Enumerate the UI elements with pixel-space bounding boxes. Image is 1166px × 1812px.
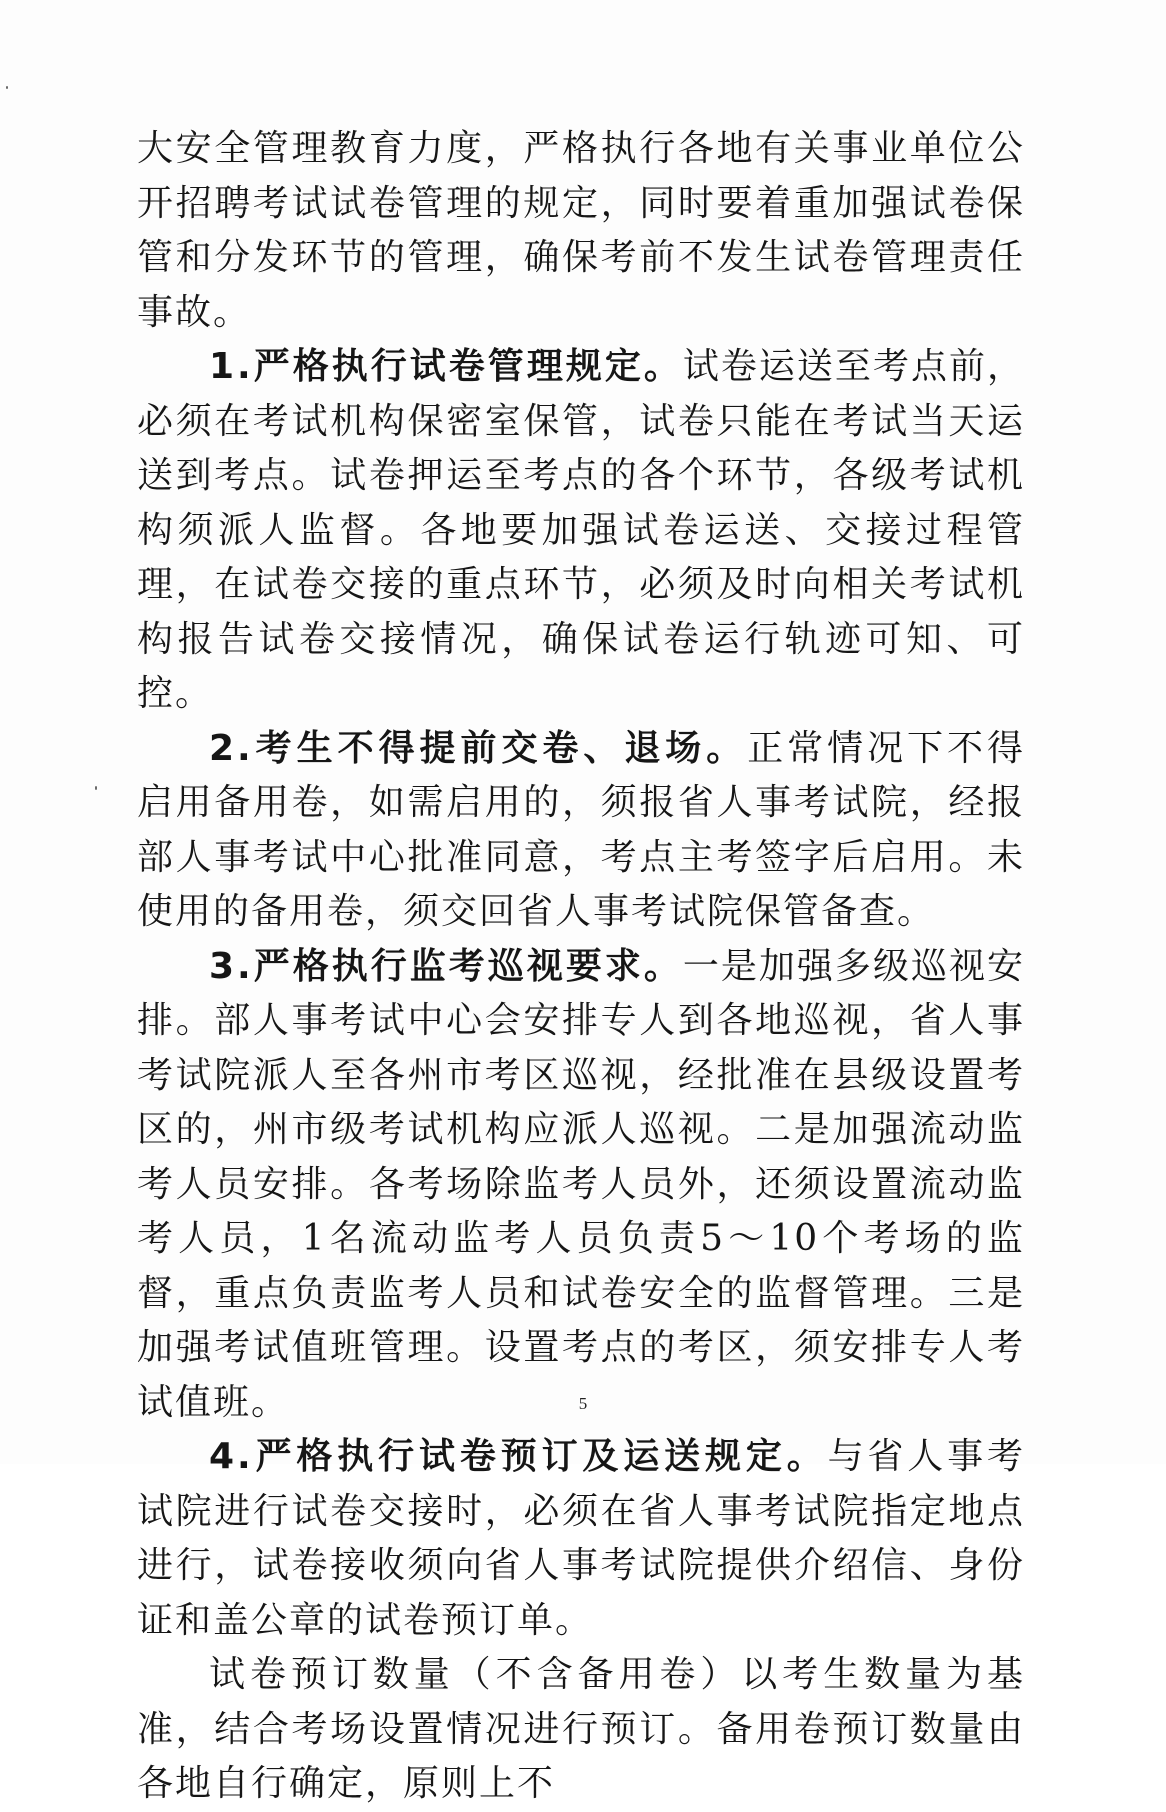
paragraph-lead: 4.严格执行试卷预订及运送规定。 — [209, 1436, 828, 1477]
paragraph-text: 大安全管理教育力度，严格执行各地有关事业单位公开招聘考试试卷管理的规定，同时要着重加强试卷保管和分发环节的管理，确保考前不发生试卷管理责任事故。 — [137, 128, 1025, 333]
paragraph-quantity — [137, 1648, 1025, 1812]
paragraph-item-3 — [137, 940, 1025, 1431]
paragraph-text: 试卷预订数量（不含备用卷）以考生数量为基准，结合考场设置情况进行预订。备用卷预订数量由各地自行确定，原则上不 — [137, 1654, 1025, 1804]
body-text — [137, 122, 1025, 1812]
paragraph-text: 与省人事考试院进行试卷交接时，必须在省人事考试院指定地点进行，试卷接收须向省人事考试院提供介绍信、身份证和盖公章的试卷预订单。 — [137, 1436, 1025, 1641]
paragraph-lead: 2.考生不得提前交卷、退场。 — [209, 727, 748, 769]
paragraph-text: 试卷运送至考点前，必须在考试机构保密室保管，试卷只能在考试当天运送到考点。试卷押运至考点的各个环节，各级考试机构须派人监督。各地要加强试卷运送、交接过程管理，在试卷交接的重点环节，必须及时向相关考试机构报告试卷交接情况，确保试卷运行轨迹可知、可控。 — [137, 346, 1025, 714]
page-number: 5 — [578, 1394, 588, 1413]
paragraph-text: 正常情况下不得启用备用卷，如需启用的，须报省人事考试院，经报部人事考试中心批准同意，考点主考签字后启用。未使用的备用卷，须交回省人事考试院保管备查。 — [137, 727, 1025, 932]
paragraph-item-2 — [137, 722, 1025, 940]
scan-speck — [6, 86, 8, 89]
paragraph-item-1 — [137, 340, 1025, 722]
paragraph-lead: 1.严格执行试卷管理规定。 — [209, 346, 683, 387]
scan-speck — [95, 786, 97, 790]
paragraph-text: 一是加强多级巡视安排。部人事考试中心会安排专人到各地巡视，省人事考试院派人至各州市考区巡视，经批准在县级设置考区的，州市级考试机构应派人巡视。二是加强流动监考人员安排。各考场除监考人员外，还须设置流动监考人员，1名流动监考人员负责5～10个考场的监督，重点负责监考人员和试卷安全的监督管理。三是加强考试值班管理。设置考点的考区，须安排专人考试值班。 — [137, 945, 1025, 1423]
paragraph-lead: 3.严格执行监考巡视要求。 — [209, 945, 683, 987]
paragraph-continuation — [137, 122, 1025, 340]
paragraph-item-4 — [137, 1430, 1025, 1648]
